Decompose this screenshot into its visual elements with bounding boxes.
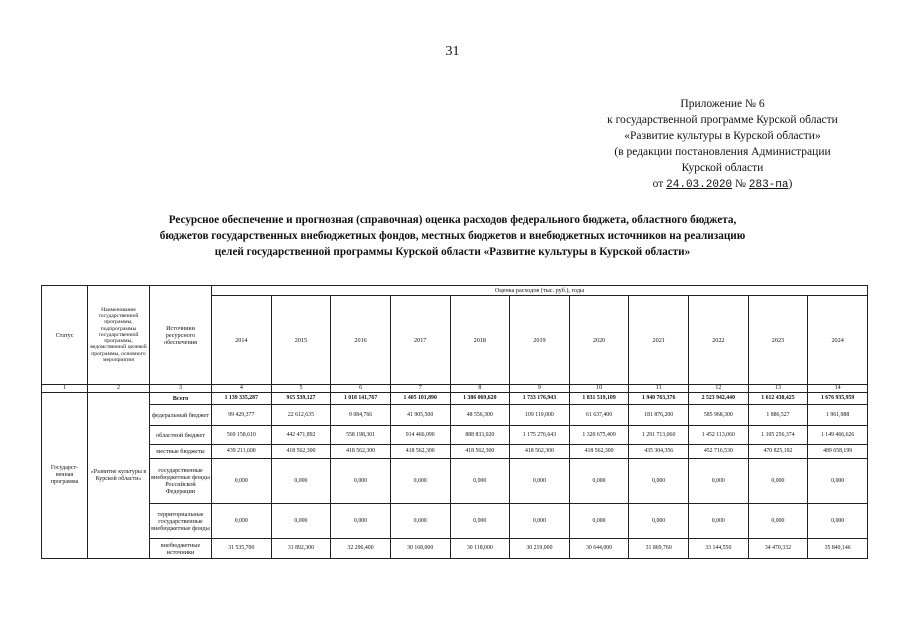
value-cell: 30 219,000: [510, 539, 570, 559]
budget-table: [41, 285, 868, 559]
table-row: [42, 426, 868, 445]
value-cell: 0,000: [569, 459, 629, 504]
value-cell: 1 320 675,409: [569, 426, 629, 445]
value-cell: 30 118,000: [450, 539, 510, 559]
value-cell: 0,000: [212, 504, 272, 539]
budget-table-body: [42, 393, 868, 559]
value-cell: 489 658,199: [808, 445, 868, 459]
value-cell: 35 849,146: [808, 539, 868, 559]
source-cell: территориальные государственные внебюджетные фонды: [150, 504, 212, 539]
header-program-name: Наименование государственной программы, подпрограммы государственной программы, ведомственной целевой программы, основного мероприятия: [88, 286, 150, 385]
value-cell: 914 466,090: [390, 426, 450, 445]
value-cell: 0,000: [390, 504, 450, 539]
column-number: 13: [748, 385, 808, 393]
column-number: 2: [88, 385, 150, 393]
column-number: 7: [390, 385, 450, 393]
header-estimate: Оценка расходов (тыс. руб.), годы: [212, 286, 868, 296]
date-prefix: от: [652, 178, 664, 190]
value-cell: 1 831 519,109: [569, 393, 629, 405]
value-cell: 1 940 763,376: [629, 393, 689, 405]
value-cell: 0,000: [689, 459, 749, 504]
number-prefix: №: [735, 178, 747, 190]
value-cell: 30 644,000: [569, 539, 629, 559]
header-year: 2018: [450, 296, 510, 385]
column-number: 8: [450, 385, 510, 393]
appendix-line-4: (в редакции постановления Администрации: [614, 146, 831, 158]
value-cell: 0,000: [629, 504, 689, 539]
value-cell: 418 562,300: [510, 445, 570, 459]
value-cell: 99 429,377: [212, 405, 272, 426]
value-cell: 0,000: [510, 459, 570, 504]
value-cell: 0,000: [271, 504, 331, 539]
title-line-2: бюджетов государственных внебюджетных фондов, местных бюджетов и внебюджетных источников на реализацию: [159, 230, 746, 242]
value-cell: 1 139 335,287: [212, 393, 272, 405]
column-number: 4: [212, 385, 272, 393]
decree-date: 24.03.2020: [666, 179, 733, 191]
value-cell: 1 291 713,060: [629, 426, 689, 445]
value-cell: 30 168,000: [390, 539, 450, 559]
header-year: 2015: [271, 296, 331, 385]
value-cell: 1 733 176,943: [510, 393, 570, 405]
value-cell: 1 386 069,620: [450, 393, 510, 405]
header-year: 2022: [689, 296, 749, 385]
value-cell: 0,000: [629, 459, 689, 504]
value-cell: 418 562,300: [331, 445, 391, 459]
closing-paren: ): [788, 178, 793, 190]
value-cell: 31 869,760: [629, 539, 689, 559]
column-number: 11: [629, 385, 689, 393]
value-cell: 558 198,301: [331, 426, 391, 445]
value-cell: 470 825,192: [748, 445, 808, 459]
value-cell: 0,000: [569, 504, 629, 539]
value-cell: 34 470,332: [748, 539, 808, 559]
header-year: 2016: [331, 296, 391, 385]
value-cell: 569 158,610: [212, 426, 272, 445]
decree-number: 283-па: [748, 179, 789, 191]
value-cell: 0,000: [808, 459, 868, 504]
status-cell: Государст-венная программа: [42, 393, 88, 559]
value-cell: 0,000: [450, 504, 510, 539]
table-row: [42, 445, 868, 459]
value-cell: 32 296,400: [331, 539, 391, 559]
value-cell: 31 535,700: [212, 539, 272, 559]
value-cell: 585 968,300: [689, 405, 749, 426]
value-cell: 33 144,550: [689, 539, 749, 559]
source-cell: Всего: [150, 393, 212, 405]
header-year: 2017: [390, 296, 450, 385]
value-cell: 1 676 935,959: [808, 393, 868, 405]
value-cell: 181 876,200: [629, 405, 689, 426]
column-number: 5: [271, 385, 331, 393]
value-cell: 915 539,127: [271, 393, 331, 405]
value-cell: 61 637,400: [569, 405, 629, 426]
appendix-date-line: [555, 176, 890, 193]
source-cell: государственные внебюджетные фонды Российской Федерации: [150, 459, 212, 504]
value-cell: 2 523 942,440: [689, 393, 749, 405]
source-cell: местные бюджеты: [150, 445, 212, 459]
value-cell: 0,000: [271, 459, 331, 504]
column-number: 12: [689, 385, 749, 393]
source-cell: внебюджетные источники: [150, 539, 212, 559]
value-cell: 0,000: [331, 459, 391, 504]
source-cell: федеральный бюджет: [150, 405, 212, 426]
header-year: 2023: [748, 296, 808, 385]
appendix-line-5: Курской области: [681, 162, 764, 174]
value-cell: 1 175 276,643: [510, 426, 570, 445]
appendix-line-1: Приложение № 6: [680, 98, 765, 110]
column-number: 6: [331, 385, 391, 393]
value-cell: 0,000: [331, 504, 391, 539]
value-cell: 418 562,300: [271, 445, 331, 459]
program-name-cell: «Развитие культуры в Курской области»: [88, 393, 150, 559]
appendix-line-3: «Развитие культуры в Курской области»: [624, 130, 821, 142]
column-number: 1: [42, 385, 88, 393]
document-title: [60, 212, 845, 260]
value-cell: 109 119,000: [510, 405, 570, 426]
header-source: Источники ресурсного обеспечения: [150, 286, 212, 385]
header-status: Статус: [42, 286, 88, 385]
header-year: 2024: [808, 296, 868, 385]
value-cell: 9 084,766: [331, 405, 391, 426]
value-cell: 418 562,300: [450, 445, 510, 459]
value-cell: 1 105 256,374: [748, 426, 808, 445]
value-cell: 0,000: [748, 459, 808, 504]
title-line-1: Ресурсное обеспечение и прогнозная (справочная) оценка расходов федерального бюджета, областного бюджета,: [168, 214, 737, 226]
header-year: 2020: [569, 296, 629, 385]
value-cell: 0,000: [390, 459, 450, 504]
value-cell: 0,000: [748, 504, 808, 539]
value-cell: 1 452 113,060: [689, 426, 749, 445]
table-row: [42, 459, 868, 504]
column-number: 3: [150, 385, 212, 393]
value-cell: 439 211,600: [212, 445, 272, 459]
value-cell: 48 556,300: [450, 405, 510, 426]
value-cell: 1 149 466,626: [808, 426, 868, 445]
table-row: [42, 393, 868, 405]
value-cell: 0,000: [212, 459, 272, 504]
value-cell: 418 562,300: [390, 445, 450, 459]
header-year: 2014: [212, 296, 272, 385]
value-cell: 452 716,530: [689, 445, 749, 459]
value-cell: 1 612 438,425: [748, 393, 808, 405]
header-year: 2021: [629, 296, 689, 385]
value-cell: 0,000: [808, 504, 868, 539]
value-cell: 1 961,988: [808, 405, 868, 426]
table-row: [42, 504, 868, 539]
table-row: [42, 405, 868, 426]
value-cell: 41 905,500: [390, 405, 450, 426]
value-cell: 0,000: [689, 504, 749, 539]
value-cell: 442 471,892: [271, 426, 331, 445]
header-year: 2019: [510, 296, 570, 385]
title-line-3: целей государственной программы Курской области «Развитие культуры в Курской области»: [214, 246, 691, 258]
page-number: 31: [445, 44, 460, 59]
value-cell: 31 892,300: [271, 539, 331, 559]
value-cell: 1 018 141,767: [331, 393, 391, 405]
value-cell: 0,000: [450, 459, 510, 504]
appendix-line-2: к государственной программе Курской области: [607, 114, 838, 126]
value-cell: 1 886,527: [748, 405, 808, 426]
value-cell: 22 612,635: [271, 405, 331, 426]
value-cell: 0,000: [510, 504, 570, 539]
value-cell: 1 405 101,890: [390, 393, 450, 405]
value-cell: 435 304,356: [629, 445, 689, 459]
column-number: 9: [510, 385, 570, 393]
column-number: 10: [569, 385, 629, 393]
source-cell: областной бюджет: [150, 426, 212, 445]
value-cell: 418 562,300: [569, 445, 629, 459]
column-number: 14: [808, 385, 868, 393]
appendix-block: [555, 96, 890, 193]
table-row: [42, 539, 868, 559]
value-cell: 888 833,020: [450, 426, 510, 445]
